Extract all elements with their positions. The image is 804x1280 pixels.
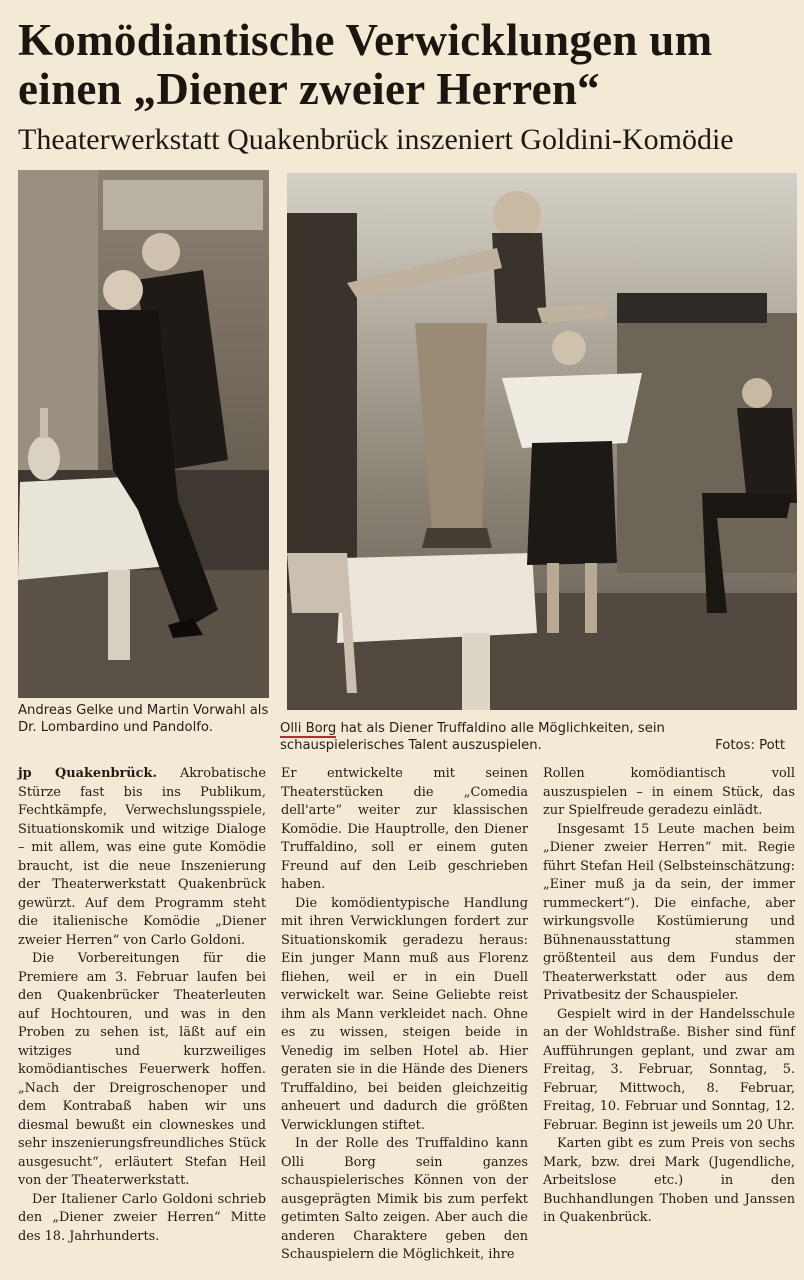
caption-right <box>280 720 785 754</box>
article-paragraph: Karten gibt es zum Preis von sechs Mark, bzw. drei Mark (Jugendliche, Arbeitslose etc.) in den Buchhandlungen Thoben und Janssen in Quakenbrück. <box>543 1136 795 1225</box>
caption-right-text: hat als Diener Truffaldino alle Möglichkeiten, sein schauspielerisches Talent auszuspielen. <box>280 721 665 753</box>
photo-credit: Fotos: Pott <box>715 738 785 753</box>
paragraph-text: Akrobatische Stürze fast bis ins Publikum, Fechtkämpfe, Verwechslungsspiele, Situationskomik und witzige Dialoge – mit allem, was eine gute Komödie braucht, ist die neue Inszenierung der Theaterwerkstatt Quakenbrück gewürzt. Auf dem Programm steht die italienische Komödie „Diener zweier Herren“ von Carlo Goldoni. <box>18 766 266 948</box>
headline <box>18 16 788 114</box>
caption-left: Andreas Gelke und Martin Vorwahl als Dr. Lombardino und Pandolfo. <box>18 703 269 735</box>
article-paragraph <box>18 765 266 950</box>
article-column-2 <box>281 765 528 1265</box>
photo-left <box>18 170 269 698</box>
article-column-3 <box>543 765 795 1228</box>
article-column-1 <box>18 765 266 1246</box>
article-paragraph: Der Italiener Carlo Goldoni schrieb den „Diener zweier Herren“ Mitte des 18. Jahrhunderts. <box>18 1191 266 1244</box>
article-paragraph: Er entwickelte mit seinen Theaterstücken die „Comedia dell'arte“ weiter zur klassischen Komödie. Die Hauptrolle, den Diener Truffaldino, soll er einem guten Freund auf den Leib geschrieben haben. <box>281 766 528 892</box>
article-paragraph: In der Rolle des Truffaldino kann Olli Borg sein ganzes schauspielerisches Können von der ausgeprägten Mimik bis zum perfekt getimten Salto zeigen. Aber auch die anderen Charaktere geben den Schauspielern die Möglichkeit, ihre <box>281 1136 528 1262</box>
caption-right-name: Olli Borg <box>280 721 337 736</box>
article-paragraph: Rollen komödiantisch voll auszuspielen – in einem Stück, das zur Spielfreude geradezu einlädt. <box>543 766 795 818</box>
article-paragraph: Gespielt wird in der Handelsschule an der Wohldstraße. Bisher sind fünf Aufführungen geplant, und zwar am Freitag, 3. Februar, Sonntag, 5. Februar, Mittwoch, 8. Februar, Freitag, 10. Februar und Sonntag, 12. Februar. Beginn ist jeweils um 20 Uhr. <box>543 1006 795 1133</box>
dateline: jp Quakenbrück. <box>18 766 157 781</box>
article-paragraph: Insgesamt 15 Leute machen beim „Diener zweier Herren“ mit. Regie führt Stefan Heil (Selbsteinschätzung: „Einer muß ja da sein, der immer rummeckert“). Die einfache, aber wirkungsvolle Kostümierung und Bühnenausstattung stammen größtenteil aus dem Fundus der Theaterwerkstatt oder aus dem Privatbesitz der Schauspieler. <box>543 821 795 1003</box>
stage-photo-two-actors-icon <box>18 170 269 698</box>
photo-right <box>287 173 797 710</box>
stage-photo-actor-on-table-icon <box>287 173 797 710</box>
headline-line-1: Komödiantische Verwicklungen um <box>18 15 713 65</box>
subheadline: Theaterwerkstatt Quakenbrück inszeniert Goldini-Komödie <box>18 123 734 156</box>
headline-line-2: einen „Diener zweier Herren“ <box>18 64 600 114</box>
article-paragraph: Die Vorbereitungen für die Premiere am 3. Februar laufen bei den Quakenbrücker Theaterleuten auf Hochtouren, und was in den Proben zu sehen ist, läßt auf ein witziges und kurzweiliges komödiantisches Feuerwerk hoffen. „Nach der Dreigroschenoper und dem Kontrabaß haben wir uns diesmal bewußt ein clowneskes und sehr inszenierungsfreundliches Stück ausgesucht“, erläutert Stefan Heil von der Theaterwerkstatt. <box>18 951 266 1188</box>
article-paragraph: Die komödientypische Handlung mit ihren Verwicklungen fordert zur Situationskomik geradezu heraus: Ein junger Mann muß aus Florenz fliehen, weil er in ein Duell verwickelt war. Seine Geliebte reist ihm als Mann verkleidet nach. Ohne es zu wissen, steigen beide in Venedig im selben Hotel ab. Hier geraten sie in die Hände des Dieners Truffaldino, bei beiden gleichzeitig anheuert und dadurch die größten Verwicklungen stiftet. <box>281 895 528 1133</box>
